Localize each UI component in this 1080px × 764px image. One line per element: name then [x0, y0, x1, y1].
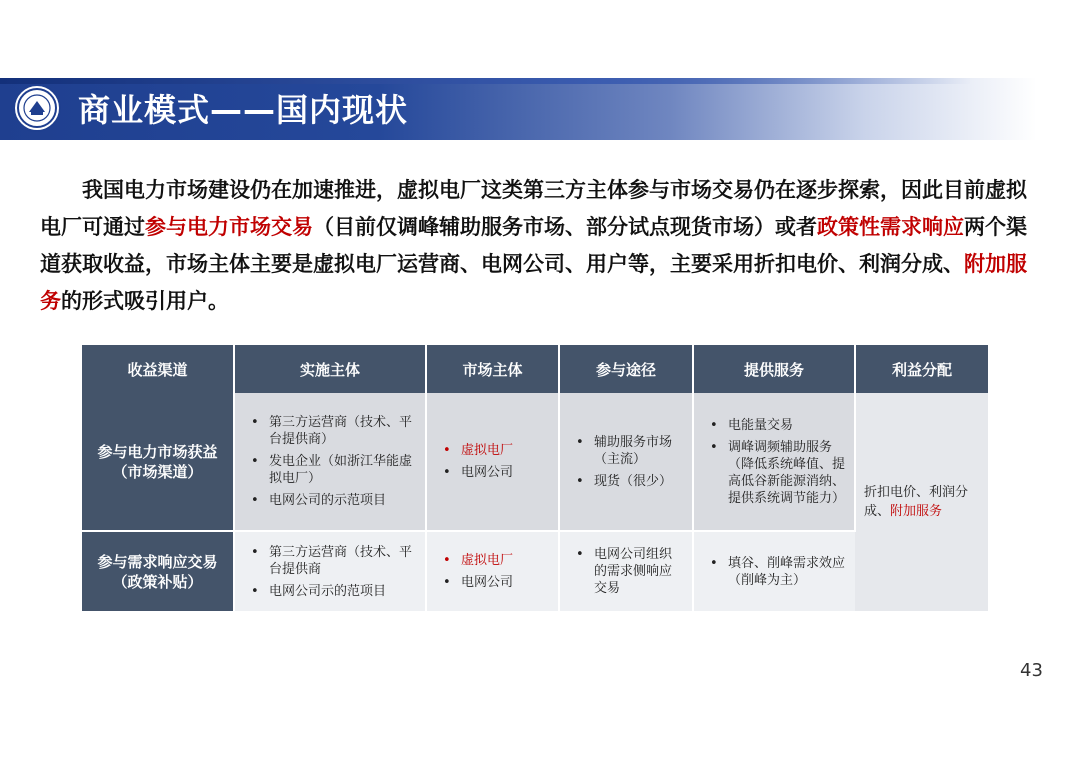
- cell-market-entity: [426, 393, 559, 531]
- profit-highlight: 附加服务: [890, 504, 943, 519]
- list-item: • 调峰调频辅助服务（降低系统峰值、提高低谷新能源消纳、提供系统调节能力）: [702, 439, 846, 507]
- list-item: • 第三方运营商（技术、平台提供商: [243, 544, 417, 578]
- list-item: • 虚拟电厂: [435, 552, 550, 569]
- list-item: • 辅助服务市场（主流）: [568, 434, 684, 468]
- header-service: 提供服务: [693, 345, 855, 393]
- list-item: • 电网公司组织的需求侧响应交易: [568, 546, 684, 597]
- profit-text: 折扣电价、利润分成、: [864, 485, 969, 519]
- table-row: [82, 531, 988, 611]
- list-item: • 第三方运营商（技术、平台提供商）: [243, 414, 417, 448]
- list-item: • 电网公司的示范项目: [243, 492, 417, 509]
- list-item: • 发电企业（如浙江华能虚拟电厂）: [243, 453, 417, 487]
- table-row: [82, 393, 988, 531]
- row-head-line: （市场渠道）: [112, 462, 203, 481]
- row-head-line: 参与需求响应交易: [97, 552, 218, 571]
- row-head-line: （政策补贴）: [112, 572, 203, 591]
- intro-highlight-policy: 政策性需求响应: [817, 215, 964, 239]
- list-item: • 电网公司: [435, 574, 550, 591]
- intro-paragraph: [40, 172, 1040, 320]
- header-revenue-channel: 收益渠道: [82, 345, 234, 393]
- cell-implementer: [234, 393, 426, 531]
- cell-service: [693, 393, 855, 531]
- banner-stripe: [0, 78, 1080, 84]
- cell-profit-distribution: [855, 393, 988, 611]
- page-title: 商业模式——国内现状: [78, 91, 409, 129]
- university-seal-icon: [13, 84, 61, 132]
- cell-service: [693, 531, 855, 611]
- list-item: • 电网公司: [435, 464, 550, 481]
- header-market-entity: 市场主体: [426, 345, 559, 393]
- cell-route: [559, 531, 693, 611]
- intro-highlight-market: 参与电力市场交易: [145, 215, 313, 239]
- revenue-channel-table: [82, 345, 988, 611]
- header-implementer: 实施主体: [234, 345, 426, 393]
- header-participation-route: 参与途径: [559, 345, 693, 393]
- list-item: • 电网公司示的范项目: [243, 583, 417, 600]
- cell-market-entity: [426, 531, 559, 611]
- page-number: 43: [1020, 660, 1043, 681]
- list-item: • 电能量交易: [702, 417, 846, 434]
- list-item: • 填谷、削峰需求效应（削峰为主）: [702, 555, 847, 589]
- intro-text-4: 的形式吸引用户。: [61, 289, 229, 313]
- list-item: • 虚拟电厂: [435, 442, 550, 459]
- intro-highlight-service: 附加服务: [40, 252, 1027, 313]
- row-head-policy-channel: [82, 531, 234, 611]
- intro-text-3: 两个渠道获取收益，市场主体主要是虚拟电厂运营商、电网公司、用户等，主要采用折扣电价、利润分成、: [40, 215, 1027, 276]
- table-header-row: [82, 345, 988, 393]
- cell-route: [559, 393, 693, 531]
- cell-implementer: [234, 531, 426, 611]
- intro-text-1: 我国电力市场建设仍在加速推进，虚拟电厂这类第三方主体参与市场交易仍在逐步探索，因此目前虚拟电厂可通过: [40, 178, 1027, 239]
- header-profit-distribution: 利益分配: [855, 345, 988, 393]
- row-head-line: 参与电力市场获益: [97, 442, 218, 461]
- intro-text-2: （目前仅调峰辅助服务市场、部分试点现货市场）或者: [313, 215, 817, 239]
- row-head-market-channel: [82, 393, 234, 531]
- list-item: • 现货（很少）: [568, 473, 684, 490]
